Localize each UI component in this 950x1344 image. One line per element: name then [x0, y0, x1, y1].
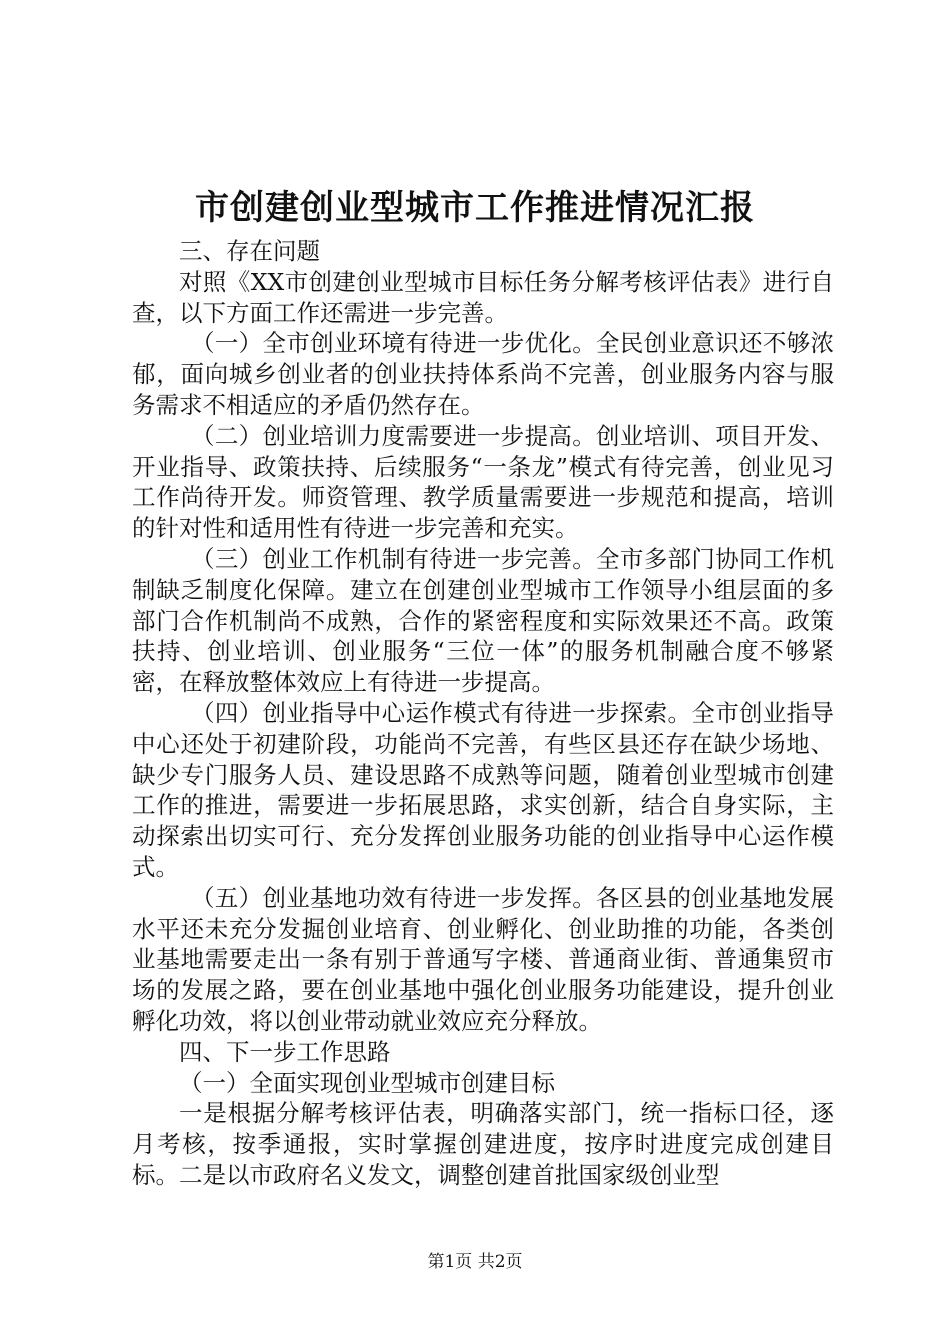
paragraph: （四）创业指导中心运作模式有待进一步探索。全市创业指导中心还处于初建阶段，功能尚不完善，有些区县还存在缺少场地、缺少专门服务人员、建设思路不成熟等问题，随着创业型城市创建工作的推进，需要进一步拓展思路，求实创新，结合自身实际，主动探索出切实可行、充分发挥创业服务功能的创业指导中心运作模式。: [132, 698, 834, 881]
subsection-heading: （一）全面实现创业型城市创建目标: [179, 1068, 555, 1097]
section-heading: 四、下一步工作思路: [179, 1037, 391, 1066]
document-body: [132, 236, 834, 1191]
paragraph: （五）创业基地功效有待进一步发挥。各区县的创业基地发展水平还未充分发掘创业培育、创业孵化、创业助推的功能，各类创业基地需要走出一条有别于普通写字楼、普通商业街、普通集贸市场的发展之路，要在创业基地中强化创业服务功能建设，提升创业孵化功效，将以创业带动就业效应充分释放。: [132, 883, 834, 1035]
paragraph: 一是根据分解考核评估表，明确落实部门，统一指标口径，逐月考核，按季通报，实时掌握创建进度，按序时进度完成创建目标。二是以市政府名义发文，调整创建首批国家级创业型: [132, 1099, 834, 1189]
paragraph: （三）创业工作机制有待进一步完善。全市多部门协同工作机制缺乏制度化保障。建立在创建创业型城市工作领导小组层面的多部门合作机制尚不成熟，合作的紧密程度和实际效果还不高。政策扶持、创业培训、创业服务“三位一体”的服务机制融合度不够紧密，在释放整体效应上有待进一步提高。: [132, 544, 834, 697]
page-number-footer: 第1页 共2页: [427, 1252, 523, 1272]
document-title: 市创建创业型城市工作推进情况汇报: [195, 188, 755, 228]
section-heading: 三、存在问题: [179, 237, 320, 265]
paragraph: 对照《XX市创建创业型城市目标任务分解考核评估表》进行自查，以下方面工作还需进一步完善。: [132, 267, 834, 327]
paragraph: （二）创业培训力度需要进一步提高。创业培训、项目开发、开业指导、政策扶持、后续服务“一条龙”模式有待完善，创业见习工作尚待开发。师资管理、教学质量需要进一步规范和提高，培训的针对性和适用性有待进一步完善和充实。: [132, 421, 834, 543]
paragraph: （一）全市创业环境有待进一步优化。全民创业意识还不够浓郁，面向城乡创业者的创业扶持体系尚不完善，创业服务内容与服务需求不相适应的矛盾仍然存在。: [132, 329, 834, 419]
